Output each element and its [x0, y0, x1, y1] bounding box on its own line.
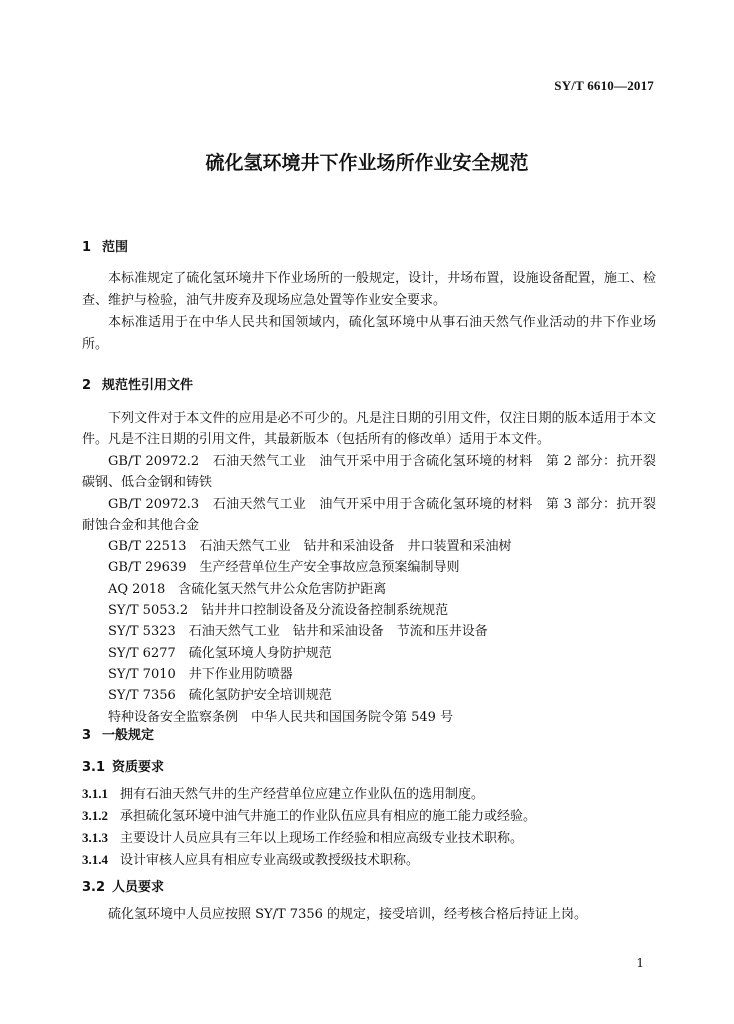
reference-item: SY/T 6277 硫化氢环境人身防护规范: [108, 645, 332, 661]
qualification-list: [82, 783, 656, 871]
clause-item: [82, 827, 656, 849]
reference-item: SY/T 7010 井下作业用防喷器: [108, 666, 293, 682]
reference-item: AQ 2018 含硫化氢天然气井公众危害防护距离: [108, 581, 387, 597]
subsection-3-2-paragraph: 硫化氢环境中人员应按照 SY/T 7356 的规定，接受培训，经考核合格后持证上岗。: [108, 907, 588, 922]
reference-item: GB/T 29639 生产经营单位生产安全事故应急预案编制导则: [108, 560, 460, 576]
clause-text: 承担硫化氢环境中油气井施工的作业队伍应具有相应的施工能力或经验。: [120, 809, 537, 824]
section-number: 3: [82, 728, 92, 743]
clause-number: 3.1.4: [82, 852, 108, 867]
section-2-heading: [82, 374, 193, 393]
reference-item: 特种设备安全监察条例 中华人民共和国国务院令第 549 号: [108, 709, 454, 725]
clause-text: 拥有石油天然气井的生产经营单位应建立作业队伍的选用制度。: [120, 787, 485, 802]
standard-code: SY/T 6610—2017: [554, 78, 654, 93]
clause-number: 3.1.2: [82, 808, 108, 823]
section-title: 规范性引用文件: [102, 378, 194, 393]
section-2-intro: 下列文件对于本文件的应用是必不可少的。凡是注日期的引用文件，仅注日期的版本适用于本文件。凡是不注日期的引用文件，其最新版本（包括所有的修改单）适用于本文件。: [82, 411, 656, 447]
reference-item: GB/T 22513 石油天然气工业 钻井和采油设备 井口装置和采油树: [108, 539, 512, 555]
clause-text: 设计审核人应具有相应专业高级或教授级技术职称。: [120, 853, 420, 868]
clause-number: 3.1.1: [82, 786, 108, 801]
document-title: 硫化氢环境井下作业场所作业安全规范: [205, 152, 529, 174]
subsection-3-2-heading: [82, 876, 164, 895]
clause-text: 主要设计人员应具有三年以上现场工作经验和相应高级专业技术职称。: [120, 831, 524, 846]
reference-item: SY/T 5323 石油天然气工业 钻井和采油设备 节流和压井设备: [108, 624, 488, 640]
page-number: 1: [636, 956, 644, 970]
reference-list: [82, 451, 656, 728]
section-3-heading: [82, 724, 154, 743]
subsection-title: 人员要求: [112, 880, 165, 895]
section-number: 1: [82, 240, 92, 255]
section-1-heading: [82, 236, 128, 255]
section-1-paragraph-1: 本标准规定了硫化氢环境井下作业场所的一般规定，设计，井场布置，设施设备配置，施工、检查、维护与检验，油气井废弃及现场应急处置等作业安全要求。: [82, 271, 656, 308]
subsection-title: 资质要求: [112, 760, 165, 775]
subsection-number: 3.1: [82, 760, 106, 775]
reference-item: GB/T 20972.3 石油天然气工业 油气开采中用于含硫化氢环境的材料 第 3 部分：抗开裂耐蚀合金和其他合金: [82, 496, 656, 533]
section-title: 范围: [102, 240, 129, 255]
clause-item: [82, 849, 656, 871]
subsection-3-1-heading: [82, 756, 164, 775]
section-1-paragraph-2: 本标准适用于在中华人民共和国领域内，硫化氢环境中从事石油天然气作业活动的井下作业场所。: [82, 315, 656, 352]
reference-item: SY/T 7356 硫化氢防护安全培训规范: [108, 688, 332, 704]
reference-item: SY/T 5053.2 钻井井口控制设备及分流设备控制系统规范: [108, 603, 449, 619]
reference-item: GB/T 20972.2 石油天然气工业 油气开采中用于含硫化氢环境的材料 第 2 部分：抗开裂碳钢、低合金钢和铸铁: [82, 454, 656, 491]
clause-item: [82, 805, 656, 827]
clause-item: [82, 783, 656, 805]
subsection-number: 3.2: [82, 880, 106, 895]
section-title: 一般规定: [102, 728, 155, 743]
section-number: 2: [82, 378, 92, 393]
clause-number: 3.1.3: [82, 830, 108, 845]
